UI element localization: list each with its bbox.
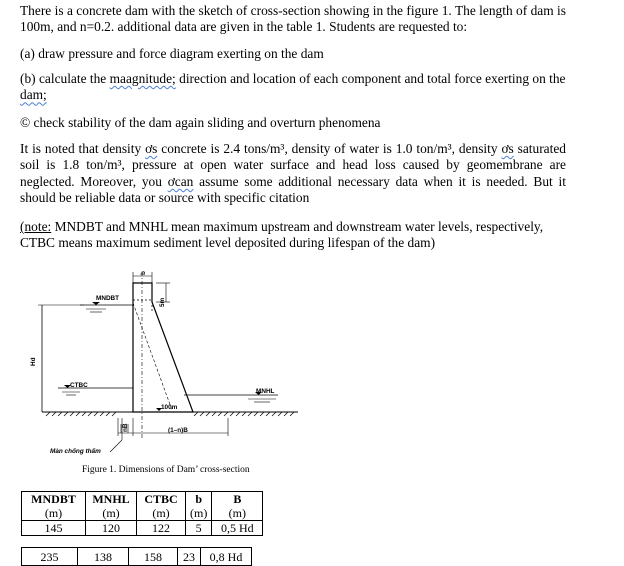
svg-text:Màn chống thấm: Màn chống thấm <box>50 448 101 455</box>
table-cell: 0,5 Hd <box>212 521 263 536</box>
hd-dimension <box>30 305 84 412</box>
header-ctbc: CTBC <box>137 492 186 507</box>
abbreviation-note: (note: MNDBT and MNHL mean maximum upstream and downstream water levels, respectively, CTBC means maximum sediment level deposited during lifespan of the dam) <box>20 219 544 251</box>
header-mndbt: MNDBT <box>31 492 76 506</box>
task-c: © check stability of the dam again sliding and overturn phenomena <box>20 115 381 130</box>
geomembrane-label <box>50 418 122 455</box>
table-row <box>22 521 263 536</box>
mndbt-level <box>80 295 133 312</box>
table-cell: 120 <box>86 521 137 536</box>
svg-text:MNHL: MNHL <box>256 388 275 395</box>
svg-text:CTBC: CTBC <box>70 382 88 389</box>
spell-flag-os-2: ơs <box>501 141 514 156</box>
table-row <box>22 548 252 566</box>
spell-flag-os-1: ơs <box>145 141 158 156</box>
unit-cell: (m) <box>212 506 263 521</box>
dam-cross-section-figure <box>0 262 624 462</box>
table-cell: 145 <box>44 521 63 535</box>
data-table-2 <box>21 547 252 566</box>
unit-cell: (m) <box>86 506 137 521</box>
spell-flag-magnitude: maagnitude; <box>109 71 176 86</box>
header-B: B <box>212 492 263 507</box>
svg-text:100m: 100m <box>161 404 178 411</box>
task-a: (a) draw pressure and force diagram exerting on the dam <box>20 46 324 61</box>
note-paragraph: It is noted that density ơs concrete is 2.4 tons/m³, density of water is 1.0 ton/m³, density ơs saturated soil is 1.8 ton/m³, pressure at open water surface and head loss caused by geomembrane are neglected. Moreover, you ơcan assume some additional necessary data when it is needed. But it should be reliable data or source with specific citation <box>20 141 566 206</box>
svg-text:MNDBT: MNDBT <box>96 295 120 302</box>
mnhl-level <box>184 388 278 402</box>
crest-width-dimension <box>133 271 152 283</box>
unit-cell: (m) <box>186 506 212 521</box>
spell-flag-dam: dam; <box>20 87 47 103</box>
base-dimensions <box>118 418 228 436</box>
svg-text:Hd: Hd <box>30 357 37 366</box>
unit-cell: (m) <box>22 506 86 521</box>
svg-text:(1–n)B: (1–n)B <box>168 427 188 434</box>
header-mnhl: MNHL <box>86 492 137 507</box>
table-cell: 158 <box>129 548 178 566</box>
table-cell: 5 <box>186 521 212 536</box>
unit-cell: (m) <box>137 506 186 521</box>
ctbc-level <box>58 382 133 395</box>
table-cell: 122 <box>137 521 186 536</box>
header-b: b <box>186 492 212 507</box>
table-cell: 138 <box>78 548 129 566</box>
table-cell: 235 <box>22 548 78 566</box>
table-header-row <box>22 492 263 507</box>
crest-height-dimension <box>156 283 170 307</box>
intro-paragraph: There is a concrete dam with the sketch of cross-section showing in the figure 1. The length of dam is 100m, and n=0.2. additional data are given in the table 1. Students are requested to: <box>20 3 566 35</box>
table-cell: 0,8 Hd <box>201 548 252 566</box>
spell-flag-ocan: ơcan <box>167 173 194 189</box>
svg-text:nB: nB <box>122 423 129 432</box>
table-cell: 23 <box>178 548 201 566</box>
svg-text:5m: 5m <box>159 297 166 307</box>
table-units-row <box>22 506 263 521</box>
data-table-1 <box>21 491 263 536</box>
svg-text:b: b <box>140 271 147 275</box>
figure-caption: Figure 1. Dimensions of Dam’ cross-section <box>82 465 250 475</box>
task-b: (b) calculate the maagnitude; direction and location of each component and total force exerting on the dam; <box>20 71 566 103</box>
